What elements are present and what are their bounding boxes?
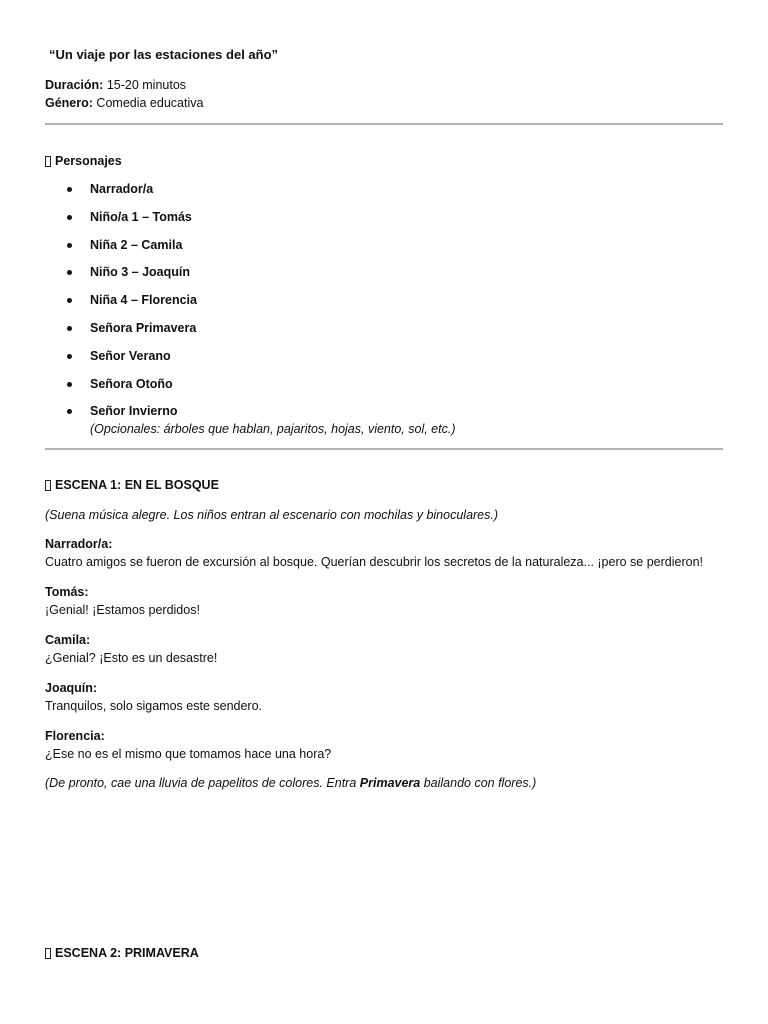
duration-label: Duración: — [45, 78, 104, 92]
dialogue-line — [45, 535, 735, 571]
dialogue-line — [45, 631, 735, 667]
list-item — [45, 375, 456, 393]
speaker-name: Tomás: — [45, 585, 89, 599]
genre-label: Género: — [45, 96, 93, 110]
horizontal-divider — [45, 123, 723, 125]
speaker-name: Camila: — [45, 633, 91, 647]
character-name: Niña 4 – Florencia — [90, 293, 197, 308]
character-name: Señora Primavera — [90, 320, 197, 335]
stage-direction: (Suena música alegre. Los niños entran al escenario con mochilas y binoculares.) — [45, 508, 499, 522]
character-name: Niña 2 – Camila — [90, 237, 183, 252]
dialogue-line — [45, 583, 735, 619]
speaker-name: Narrador/a: — [45, 537, 113, 551]
speaker-name: Florencia: — [45, 729, 105, 743]
characters-heading — [45, 152, 122, 170]
scene1-heading — [45, 476, 219, 494]
duration-value: 15-20 minutos — [106, 78, 187, 92]
play-metadata — [45, 76, 203, 112]
list-item — [45, 180, 456, 198]
scene1-heading-text: ESCENA 1: EN EL BOSQUE — [55, 478, 219, 492]
stage-direction-text: (De pronto, cae una lluvia de papelitos de colores. Entra — [45, 776, 360, 790]
list-item — [45, 208, 456, 226]
dialogue-text: Tranquilos, solo sigamos este sendero. — [45, 699, 263, 713]
stage-direction — [45, 774, 735, 792]
dialogue-line — [45, 679, 735, 715]
dialogue-line — [45, 727, 735, 763]
list-item — [45, 319, 456, 337]
speaker-name: Joaquín: — [45, 681, 98, 695]
character-name: Niño/a 1 – Tomás — [90, 209, 192, 224]
scene2-heading-text: ESCENA 2: PRIMAVERA — [55, 946, 199, 960]
character-name: Señor Verano — [90, 348, 171, 363]
play-title: “Un viaje por las estaciones del año” — [49, 47, 279, 62]
dialogue-text: ¿Ese no es el mismo que tomamos hace una hora? — [45, 747, 332, 761]
characters-heading-text: Personajes — [55, 154, 122, 168]
missing-glyph-icon — [45, 948, 51, 959]
list-item — [45, 347, 456, 365]
scene2-heading — [45, 944, 199, 962]
genre-value: Comedia educativa — [96, 96, 204, 110]
character-name: Narrador/a — [90, 182, 154, 196]
dialogue-text: ¡Genial! ¡Estamos perdidos! — [45, 603, 200, 617]
character-name: Señora Otoño — [90, 376, 173, 391]
dialogue-text: ¿Genial? ¡Esto es un desastre! — [45, 651, 218, 665]
missing-glyph-icon — [45, 156, 51, 167]
list-item — [45, 236, 456, 254]
missing-glyph-icon — [45, 480, 51, 491]
stage-direction-text: bailando con flores.) — [420, 776, 537, 790]
list-item — [45, 291, 456, 309]
character-name: Niño 3 – Joaquín — [90, 265, 191, 280]
characters-list — [45, 180, 456, 438]
list-item — [45, 263, 456, 281]
character-name: Señor Invierno — [90, 404, 178, 419]
dialogue-text: Cuatro amigos se fueron de excursión al bosque. Querían descubrir los secretos de la naturaleza... ¡pero se perdieron! — [45, 555, 704, 569]
list-item — [45, 402, 456, 438]
genre-row — [45, 94, 203, 112]
character-emphasis: Primavera — [359, 776, 421, 790]
horizontal-divider — [45, 448, 723, 450]
duration-row — [45, 76, 203, 94]
optional-characters-note: (Opcionales: árboles que hablan, pajaritos, hojas, viento, sol, etc.) — [90, 422, 456, 437]
